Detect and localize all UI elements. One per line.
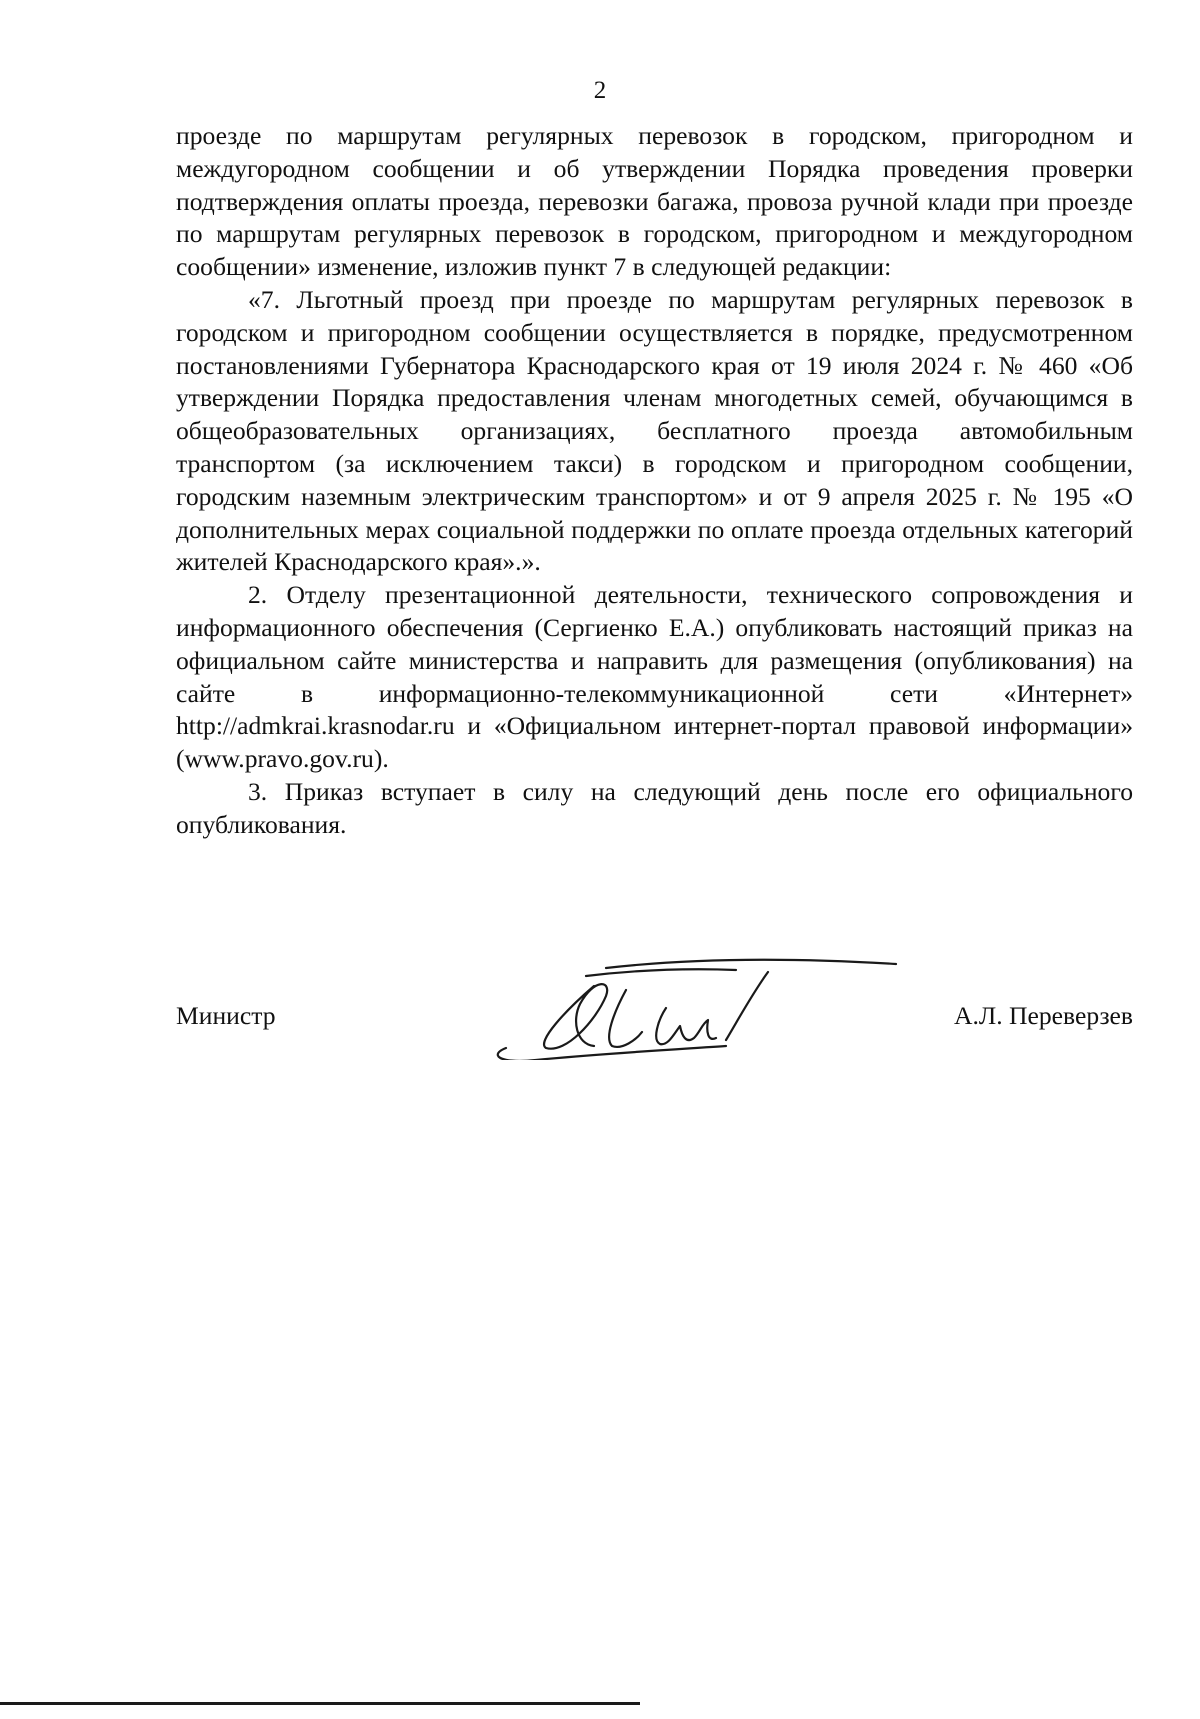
bottom-rule [0, 1702, 640, 1705]
signer-name: А.Л. Переверзев [954, 1001, 1133, 1030]
paragraph-item-3: 3. Приказ вступает в силу на следующий день после его официального опубликования. [176, 776, 1133, 839]
page-number: 2 [593, 77, 607, 104]
document-body [176, 120, 1133, 842]
paragraph-item-2: 2. Отделу презентационной деятельности, технического сопровождения и информационного обеспечения (Сергиенко Е.А.) опубликовать настоящий приказ на официальном сайте министерства и направить для размещения (опубликования) на сайте в информационно-телекоммуникационной сети «Интернет» http://admkrai.krasnodar.ru и «Официальном интернет-портал правовой информации» (www.pravo.gov.ru). [176, 580, 1133, 774]
paragraph-item-7-text: «7. Льготный проезд при проезде по маршрутам регулярных перевозок в городском и пригородном сообщении осуществляется в порядке, предусмотренном постановлениями Губернатора Краснодарского края от 19 июля 2024 г. № 460 «Об утверждении Порядка предоставления членам многодетных семей, обучающимся в общеобразовательных организациях, бесплатного проезда автомобильным транспортом (за исключением такси) в городском и пригородном сообщении, городским наземным электрическим транспортом» и от 9 апреля 2025 г. № 195 «О дополнительных мерах социальной поддержки по оплате проезда отдельных категорий жителей Краснодарского края».». [176, 284, 1133, 577]
signer-position: Министр [176, 1001, 276, 1030]
paragraph-continuation: проезде по маршрутам регулярных перевозок в городском, пригородном и междугородном сообщении и об утверждении Порядка проведения проверки подтверждения оплаты проезда, перевозки багажа, провоза ручной клади при проезде по маршрутам регулярных перевозок в городском, пригородном и междугородном сообщении» изменение, изложив пункт 7 в следующей редакции: [176, 121, 1133, 282]
handwritten-signature [476, 950, 906, 1060]
